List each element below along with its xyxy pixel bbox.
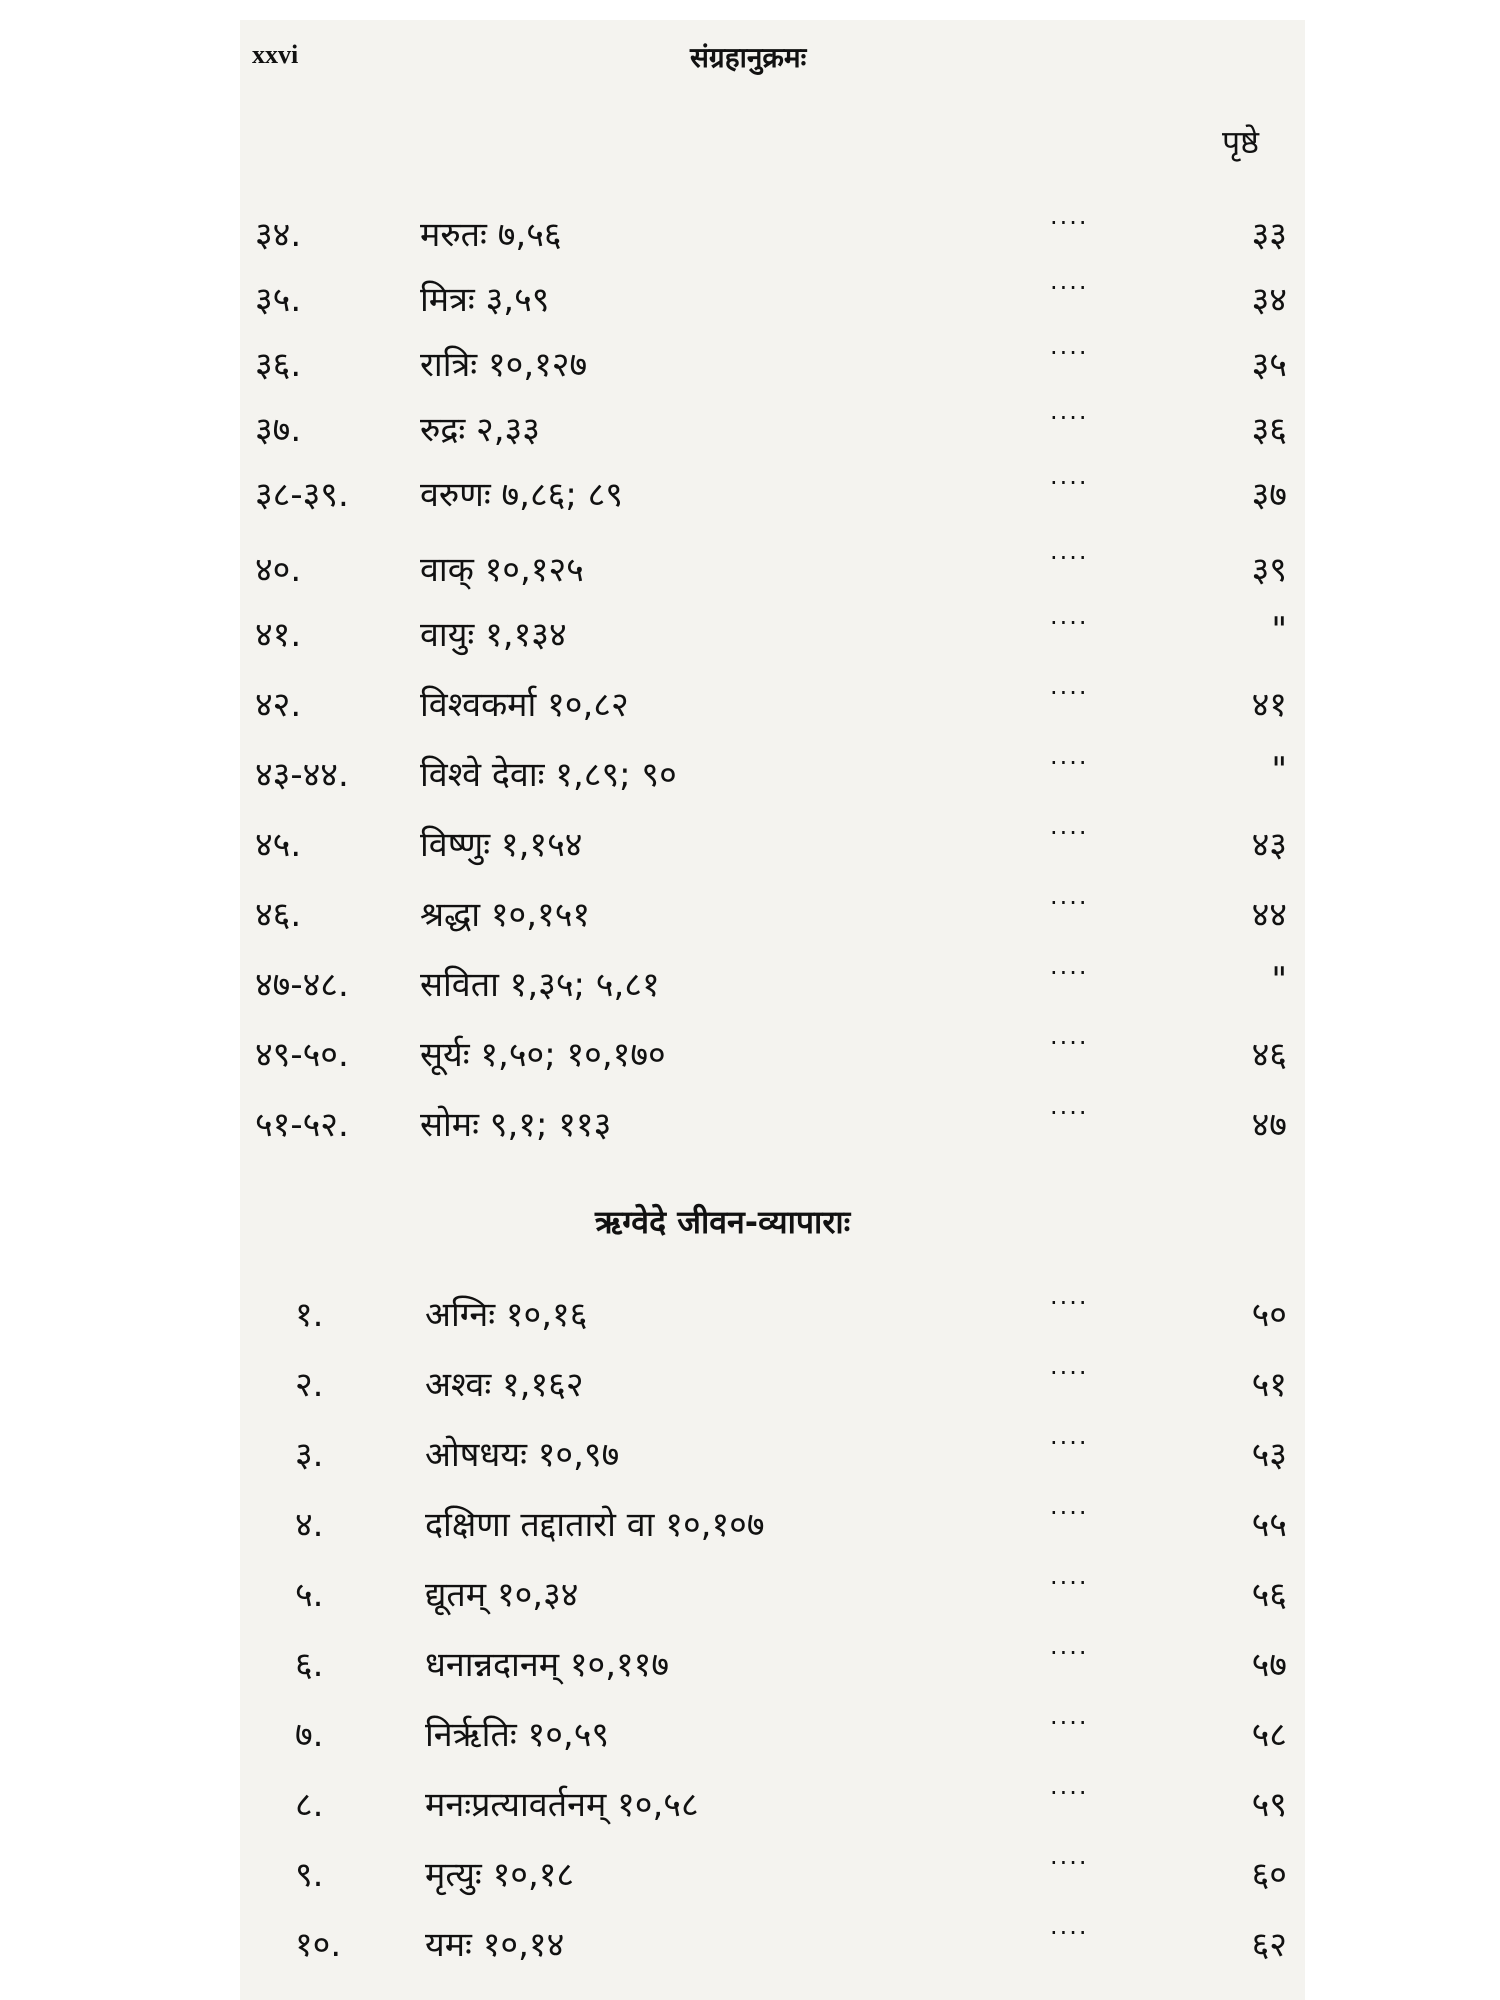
entry-title: दक्षिणा तद्दातारो वा १०,१०७: [425, 1505, 765, 1545]
leader-dots: ....: [1050, 1772, 1089, 1800]
entry-number: ३४.: [255, 215, 302, 255]
entry-number: ५.: [295, 1575, 324, 1615]
entry-page: ५६: [1251, 1575, 1287, 1615]
entry-page: ४७: [1251, 1105, 1287, 1145]
entry-title: विश्वकर्मा १०,८२: [420, 685, 629, 725]
list-item: [255, 1840, 1295, 1900]
entry-title: सूर्यः १,५०; १०,१७०: [420, 1035, 666, 1075]
list-item: [255, 670, 1295, 730]
entry-page: ४४: [1251, 895, 1287, 935]
entry-page: ५०: [1251, 1295, 1287, 1335]
entry-title: ओषधयः १०,९७: [425, 1435, 620, 1475]
section-title: ऋग्वेदे जीवन-व्यापाराः: [595, 1203, 851, 1241]
entry-page: ३९: [1251, 550, 1287, 590]
list-item: [255, 600, 1295, 660]
entry-title: मृत्युः १०,१८: [425, 1855, 575, 1895]
leader-dots: ....: [1050, 1492, 1089, 1520]
entry-page: ३७: [1251, 475, 1287, 515]
entry-page: ५५: [1251, 1505, 1287, 1545]
entry-page: ५९: [1251, 1785, 1287, 1825]
list-item: [255, 950, 1295, 1010]
entry-number: ७.: [295, 1715, 324, 1755]
entry-page: ": [1271, 750, 1287, 790]
entry-title: मित्रः ३,५९: [420, 280, 550, 320]
entry-page: ४६: [1251, 1035, 1287, 1075]
entry-page: ५३: [1251, 1435, 1287, 1475]
entry-number: ४३-४४.: [255, 755, 349, 795]
leader-dots: ....: [1050, 672, 1089, 700]
entry-number: ३८-३९.: [255, 475, 349, 515]
leader-dots: ....: [1050, 1912, 1089, 1940]
entry-page: ५१: [1251, 1365, 1287, 1405]
entry-title: विष्णुः १,१५४: [420, 825, 583, 865]
entry-title: यमः १०,१४: [425, 1925, 565, 1965]
leader-dots: ....: [1050, 602, 1089, 630]
entry-page: ": [1271, 610, 1287, 650]
entry-title: वरुणः ७,८६; ८९: [420, 475, 623, 515]
entry-title: सोमः ९,१; ११३: [420, 1105, 612, 1145]
entry-page: ३४: [1251, 280, 1287, 320]
list-item: [255, 1490, 1295, 1550]
list-item: [255, 1350, 1295, 1410]
entry-number: ३५.: [255, 280, 302, 320]
list-item: [255, 535, 1295, 595]
entry-title: सविता १,३५; ५,८१: [420, 965, 660, 1005]
list-item: [255, 1020, 1295, 1080]
entry-title: निर्ऋतिः १०,५९: [425, 1715, 610, 1755]
entry-number: ४०.: [255, 550, 302, 590]
leader-dots: ....: [1050, 1022, 1089, 1050]
entry-number: ३.: [295, 1435, 324, 1475]
leader-dots: ....: [1050, 1352, 1089, 1380]
list-item: [255, 460, 1295, 520]
entry-title: वायुः १,१३४: [420, 615, 567, 655]
entry-title: अग्निः १०,१६: [425, 1295, 588, 1335]
list-item: [255, 1560, 1295, 1620]
entry-title: अश्वः १,१६२: [425, 1365, 584, 1405]
leader-dots: ....: [1050, 812, 1089, 840]
list-item: [255, 1630, 1295, 1690]
list-item: [255, 740, 1295, 800]
page-column-label: पृष्ठे: [1222, 123, 1260, 161]
entry-number: ४२.: [255, 685, 302, 725]
entry-title: रात्रिः १०,१२७: [420, 345, 588, 385]
entry-title: विश्वे देवाः १,८९; ९०: [420, 755, 677, 795]
leader-dots: ....: [1050, 462, 1089, 490]
entry-number: ८.: [295, 1785, 324, 1825]
leader-dots: ....: [1050, 202, 1089, 230]
entry-page: ३५: [1251, 345, 1287, 385]
list-item: [255, 1910, 1295, 1970]
entry-title: वाक् १०,१२५: [420, 550, 584, 590]
running-title: संग्रहानुक्रमः: [690, 41, 807, 74]
leader-dots: ....: [1050, 397, 1089, 425]
leader-dots: ....: [1050, 742, 1089, 770]
entry-title: रुद्रः २,३३: [420, 410, 540, 450]
entry-title: मरुतः ७,५६: [420, 215, 562, 255]
entry-title: द्यूतम् १०,३४: [425, 1575, 579, 1615]
entry-number: ९.: [295, 1855, 324, 1895]
entry-number: ६.: [295, 1645, 324, 1685]
entry-page: ३३: [1251, 215, 1287, 255]
entry-number: ४७-४८.: [255, 965, 349, 1005]
leader-dots: ....: [1050, 1842, 1089, 1870]
list-item: [255, 1770, 1295, 1830]
entry-page: ५८: [1251, 1715, 1287, 1755]
list-item: [255, 330, 1295, 390]
entry-title: श्रद्धा १०,१५१: [420, 895, 591, 935]
list-item: [255, 1090, 1295, 1150]
entry-number: ४.: [295, 1505, 324, 1545]
list-item: [255, 265, 1295, 325]
entry-number: ४६.: [255, 895, 302, 935]
entry-page: ": [1271, 960, 1287, 1000]
list-item: [255, 1700, 1295, 1760]
list-item: [255, 1420, 1295, 1480]
entry-number: ५१-५२.: [255, 1105, 349, 1145]
entry-page: ६०: [1251, 1855, 1287, 1895]
leader-dots: ....: [1050, 1632, 1089, 1660]
entry-page: ४३: [1251, 825, 1287, 865]
entry-number: ४९-५०.: [255, 1035, 349, 1075]
page-number: xxvi: [252, 40, 299, 69]
entry-number: १०.: [295, 1925, 342, 1965]
entry-number: ३६.: [255, 345, 302, 385]
leader-dots: ....: [1050, 1562, 1089, 1590]
leader-dots: ....: [1050, 537, 1089, 565]
entry-page: ६२: [1251, 1925, 1287, 1965]
list-item: [255, 880, 1295, 940]
list-item: [255, 1280, 1295, 1340]
entry-page: ५७: [1251, 1645, 1287, 1685]
leader-dots: ....: [1050, 1702, 1089, 1730]
entry-title: मनःप्रत्यावर्तनम् १०,५८: [425, 1785, 699, 1825]
leader-dots: ....: [1050, 1282, 1089, 1310]
entry-page: ३६: [1251, 410, 1287, 450]
leader-dots: ....: [1050, 1092, 1089, 1120]
list-item: [255, 395, 1295, 455]
entry-number: ४५.: [255, 825, 302, 865]
leader-dots: ....: [1050, 267, 1089, 295]
entry-number: ४१.: [255, 615, 302, 655]
entry-title: धनान्नदानम् १०,११७: [425, 1645, 670, 1685]
entry-page: ४१: [1251, 685, 1287, 725]
leader-dots: ....: [1050, 882, 1089, 910]
leader-dots: ....: [1050, 952, 1089, 980]
leader-dots: ....: [1050, 1422, 1089, 1450]
list-item: [255, 810, 1295, 870]
leader-dots: ....: [1050, 332, 1089, 360]
entry-number: ३७.: [255, 410, 302, 450]
entry-number: १.: [295, 1295, 324, 1335]
entry-number: २.: [295, 1365, 324, 1405]
list-item: [255, 200, 1295, 260]
